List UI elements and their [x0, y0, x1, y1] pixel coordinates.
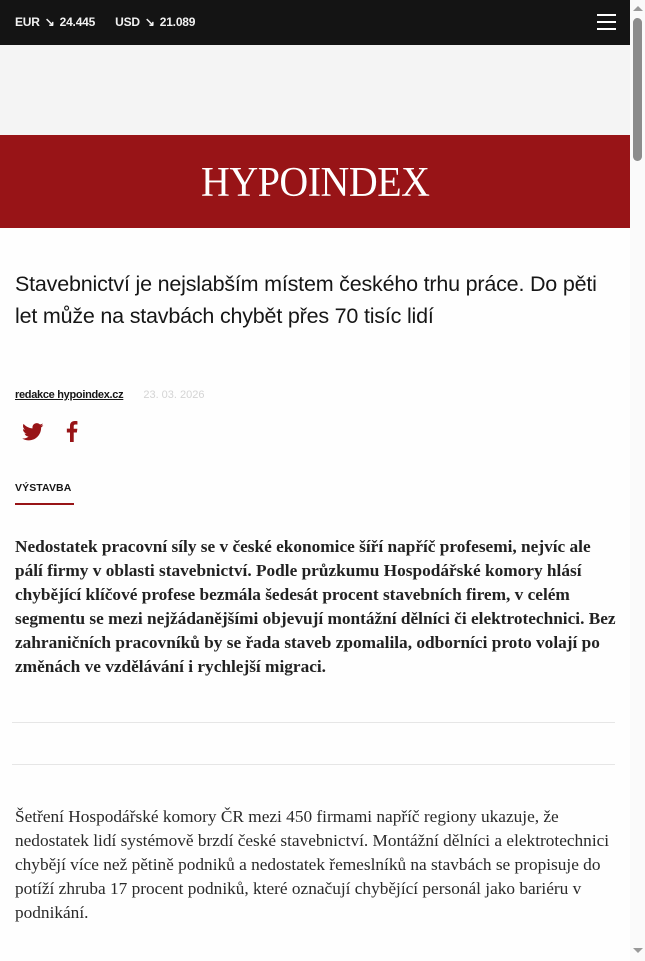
rate-value: 21.089: [159, 15, 196, 29]
facebook-share-button[interactable]: [66, 421, 78, 442]
category-tag[interactable]: VÝSTAVBA: [15, 482, 72, 494]
category-underline: [15, 503, 74, 505]
exchange-rates: [15, 15, 195, 29]
vertical-scrollbar[interactable]: [630, 0, 645, 961]
rate-eur: [15, 15, 95, 29]
top-bar: [0, 0, 630, 45]
currency-code: USD: [115, 15, 140, 29]
author-link[interactable]: redakce hypoindex.cz: [15, 389, 124, 401]
rate-value: 24.445: [59, 15, 96, 29]
facebook-icon: [66, 421, 78, 442]
scrollbar-thumb[interactable]: [633, 18, 642, 161]
hamburger-menu-icon[interactable]: [597, 13, 617, 31]
twitter-icon: [22, 423, 44, 441]
scroll-down-arrow-icon[interactable]: [633, 948, 643, 953]
divider: [12, 722, 615, 723]
rate-usd: [115, 15, 195, 29]
twitter-share-button[interactable]: [22, 423, 44, 441]
arrow-down-right-icon: ↘: [44, 15, 55, 29]
byline: [15, 389, 205, 401]
publish-date: 23. 03. 2026: [143, 389, 205, 401]
brand-banner: [0, 135, 630, 228]
ad-placeholder: [0, 45, 630, 135]
article-paragraph: Šetření Hospodářské komory ČR mezi 450 firmami napříč regiony ukazuje, že nedostatek lidí systémově brzdí české stavebnictví. Montážní dělníci a elektrotechnici chybějí více než pětině podniků a nedostatek řemeslníků na stavbách se propisuje do potíží zhruba 17 procent podniků, které označují chybějící personál jako bariéru v podnikání.: [15, 807, 610, 922]
divider: [12, 764, 615, 765]
currency-code: EUR: [15, 15, 40, 29]
article-headline: Stavebnictví je nejslabším místem českého trhu práce. Do pěti let může na stavbách chybět přes 70 tisíc lidí: [15, 272, 597, 328]
article-perex: Nedostatek pracovní síly se v české ekonomice šíří napříč profesemi, nejvíc ale pálí firmy v oblasti stavebnictví. Podle průzkumu Hospodářské komory hlásí chybějící klíčové profese bezmála šedesát procent stavebních firem, v celém segmentu se mezi nejžádanějšími objevují montážní dělníci či elektrotechnici. Bez zahraničních pracovníků by se řada staveb zpomalila, odborníci proto volají po změnách ve vzdělávání i rychlejší migraci.: [15, 537, 616, 676]
scroll-up-arrow-icon[interactable]: [633, 6, 643, 11]
site-logo[interactable]: HYPOINDEX: [200, 159, 430, 206]
share-buttons: [22, 421, 78, 442]
arrow-down-right-icon: ↘: [144, 15, 155, 29]
